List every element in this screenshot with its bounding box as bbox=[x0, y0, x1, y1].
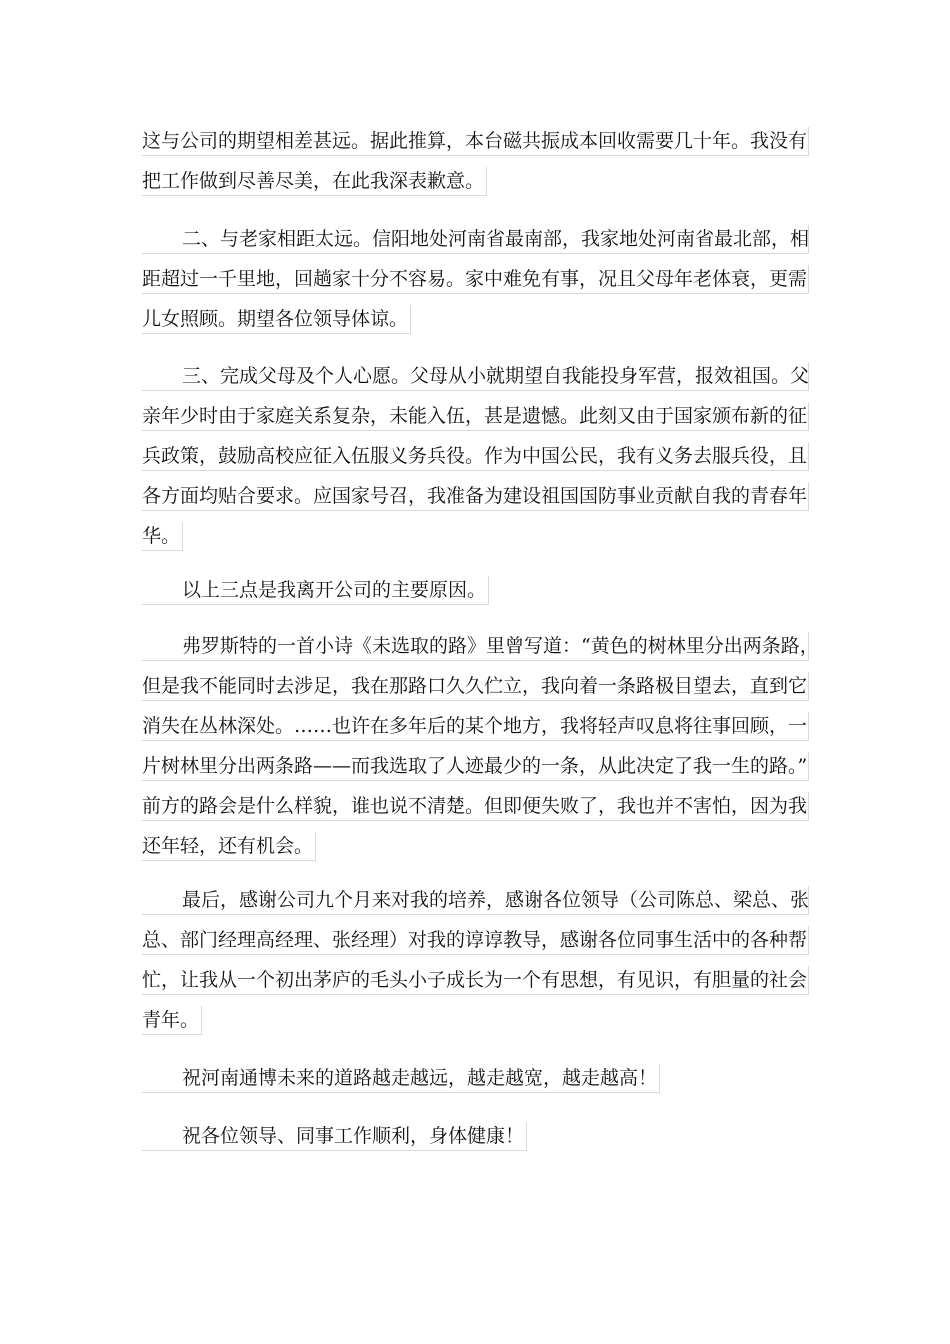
paragraph-line: 片树林里分出两条路——而我选取了人迹最少的一条，从此决定了我一生的路。” bbox=[142, 752, 809, 781]
paragraph-2 bbox=[142, 225, 809, 334]
paragraph-line: 二、与老家相距太远。信阳地处河南省最南部，我家地处河南省最北部，相 bbox=[142, 225, 809, 254]
paragraph-line: 各方面均贴合要求。应国家号召，我准备为建设祖国国防事业贡献自我的青春年 bbox=[142, 482, 809, 511]
paragraph-line: 弗罗斯特的一首小诗《未选取的路》里曾写道：“黄色的树林里分出两条路， bbox=[142, 632, 809, 661]
paragraph-line: 距超过一千里地，回趟家十分不容易。家中难免有事，况且父母年老体衰，更需 bbox=[142, 265, 809, 294]
paragraph-line: 还年轻，还有机会。 bbox=[142, 832, 809, 861]
paragraph-line: 三、完成父母及个人心愿。父母从小就期望自我能投身军营，报效祖国。父 bbox=[142, 362, 809, 391]
paragraph-line: 最后，感谢公司九个月来对我的培养，感谢各位领导（公司陈总、梁总、张 bbox=[142, 886, 809, 915]
paragraph-7 bbox=[142, 1064, 660, 1093]
paragraph-line: 忙，让我从一个初出茅庐的毛头小子成长为一个有思想，有见识，有胆量的社会 bbox=[142, 966, 809, 995]
paragraph-line: 把工作做到尽善尽美，在此我深表歉意。 bbox=[142, 167, 809, 196]
paragraph-line: 祝河南通博未来的道路越走越远，越走越宽，越走越高！ bbox=[142, 1064, 660, 1093]
paragraph-line: 华。 bbox=[142, 522, 809, 551]
paragraph-line: 儿女照顾。期望各位领导体谅。 bbox=[142, 305, 809, 334]
paragraph-line: 这与公司的期望相差甚远。据此推算，本台磁共振成本回收需要几十年。我没有 bbox=[142, 127, 809, 156]
paragraph-line: 祝各位领导、同事工作顺利，身体健康！ bbox=[142, 1122, 527, 1151]
paragraph-line: 亲年少时由于家庭关系复杂，未能入伍，甚是遗憾。此刻又由于国家颁布新的征 bbox=[142, 402, 809, 431]
paragraph-line: 前方的路会是什么样貌，谁也说不清楚。但即便失败了，我也并不害怕，因为我 bbox=[142, 792, 809, 821]
paragraph-line: 消失在丛林深处。……也许在多年后的某个地方，我将轻声叹息将往事回顾，一 bbox=[142, 712, 809, 741]
paragraph-1 bbox=[142, 127, 809, 196]
paragraph-line: 总、部门经理高经理、张经理）对我的谆谆教导，感谢各位同事生活中的各种帮 bbox=[142, 926, 809, 955]
paragraph-3 bbox=[142, 362, 809, 551]
paragraph-6 bbox=[142, 886, 809, 1035]
paragraph-line: 但是我不能同时去涉足，我在那路口久久伫立，我向着一条路极目望去，直到它 bbox=[142, 672, 809, 701]
paragraph-line: 以上三点是我离开公司的主要原因。 bbox=[142, 576, 489, 605]
paragraph-8 bbox=[142, 1122, 527, 1151]
paragraph-5 bbox=[142, 632, 819, 861]
paragraph-4 bbox=[142, 576, 489, 605]
paragraph-line: 兵政策，鼓励高校应征入伍服义务兵役。作为中国公民，我有义务去服兵役，且 bbox=[142, 442, 809, 471]
paragraph-line: 青年。 bbox=[142, 1006, 809, 1035]
